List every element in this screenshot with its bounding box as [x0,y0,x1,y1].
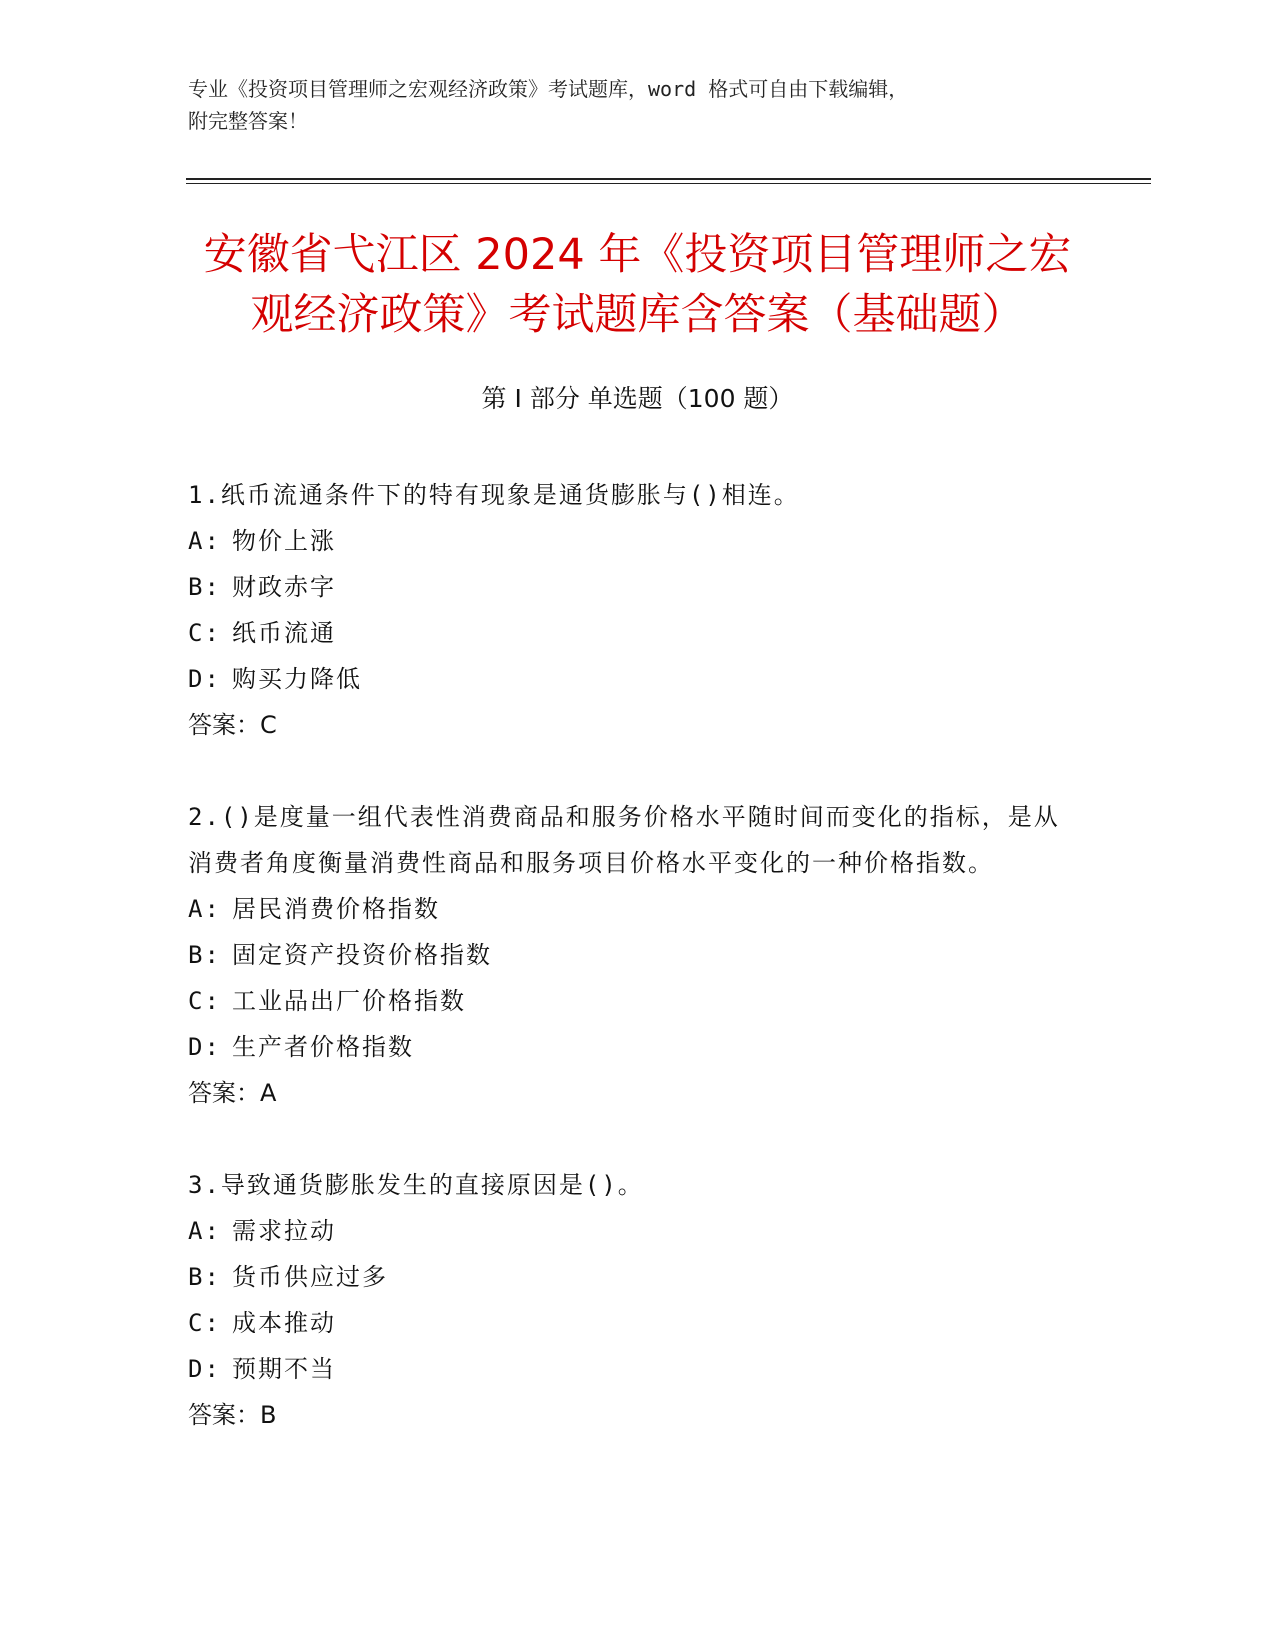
option-letter: B: [188,1263,221,1291]
document-title-line2: 观经济政策》考试题库含答案（基础题） [250,290,1025,340]
answer-line: 答案：A [188,1079,277,1107]
answer-line: 答案：B [188,1401,277,1429]
option-letter: C: [188,1309,221,1337]
option-d [188,1346,1068,1392]
option-b [188,932,1068,978]
option-letter: D: [188,665,221,693]
option-letter: A: [188,895,221,923]
document-title-line1: 安徽省弋江区 2024 年《投资项目管理师之宏 [203,230,1072,280]
question-3 [188,1162,1068,1438]
option-a [188,1208,1068,1254]
option-text: 需求拉动 [232,1217,336,1245]
option-d [188,656,1068,702]
option-text: 纸币流通 [232,619,336,647]
option-text: 成本推动 [232,1309,336,1337]
option-text: 物价上涨 [232,527,336,555]
option-letter: A: [188,1217,221,1245]
option-text: 货币供应过多 [232,1263,388,1291]
option-a [188,518,1068,564]
option-d [188,1024,1068,1070]
question-stem: 2.()是度量一组代表性消费商品和服务价格水平随时间而变化的指标，是从消费者角度衡量消费性商品和服务项目价格水平变化的一种价格指数。 [188,803,1060,877]
option-c [188,610,1068,656]
question-stem: 1.纸币流通条件下的特有现象是通货膨胀与()相连。 [188,481,800,509]
option-letter: C: [188,987,221,1015]
option-text: 财政赤字 [232,573,336,601]
option-text: 固定资产投资价格指数 [232,941,492,969]
option-letter: D: [188,1033,221,1061]
header-note-line1: 专业《投资项目管理师之宏观经济政策》考试题库，word 格式可自由下载编辑， [188,77,909,101]
option-c [188,1300,1068,1346]
option-letter: D: [188,1355,221,1383]
option-letter: B: [188,573,221,601]
header-divider-thin [186,183,1151,184]
option-a [188,886,1068,932]
header-divider-thick [186,178,1151,180]
header-note [188,73,1088,137]
question-list [188,472,1068,1484]
answer-line: 答案：C [188,711,277,739]
question-1 [188,472,1068,748]
option-text: 居民消费价格指数 [232,895,440,923]
option-text: 购买力降低 [232,665,362,693]
option-b [188,1254,1068,1300]
option-text: 预期不当 [232,1355,336,1383]
header-note-line2: 附完整答案！ [188,109,308,133]
document-title [150,225,1125,345]
question-2 [188,794,1068,1116]
section-heading: 第 I 部分 单选题（100 题） [481,384,794,413]
option-text: 生产者价格指数 [232,1033,414,1061]
option-c [188,978,1068,1024]
option-text: 工业品出厂价格指数 [232,987,466,1015]
option-letter: A: [188,527,221,555]
option-letter: C: [188,619,221,647]
option-letter: B: [188,941,221,969]
option-b [188,564,1068,610]
question-stem: 3.导致通货膨胀发生的直接原因是()。 [188,1171,644,1199]
